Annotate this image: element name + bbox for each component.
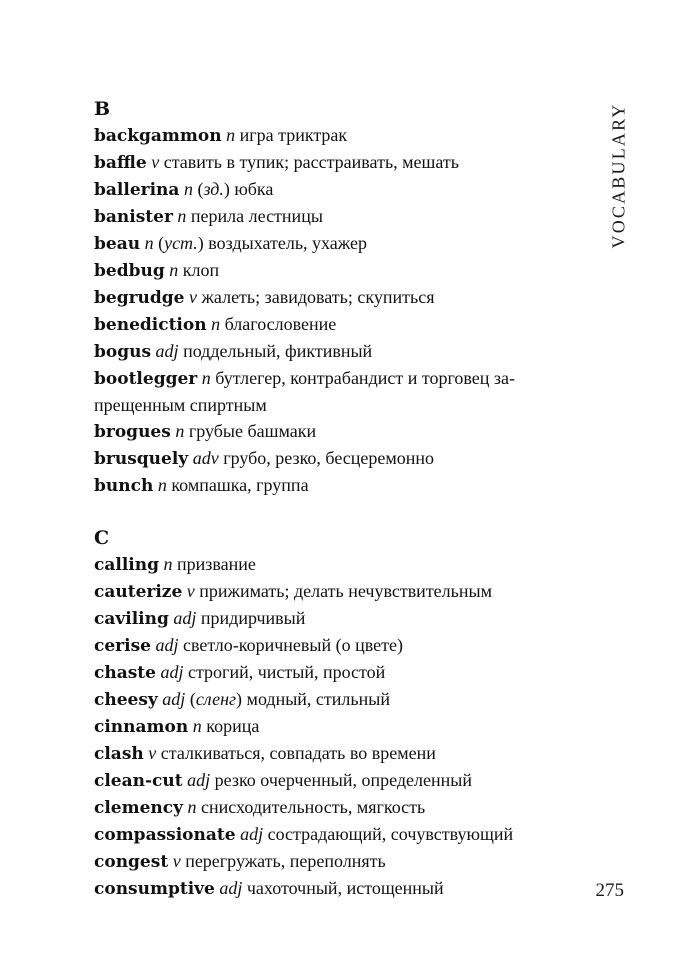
vocabulary-entry: [94, 713, 580, 740]
vocabulary-entry: [94, 257, 580, 284]
entry-word: bedbug: [94, 261, 165, 281]
entry-definition: резко очерченный, определенный: [214, 770, 472, 790]
vocabulary-entry: [94, 472, 580, 499]
entry-word: begrudge: [94, 288, 185, 308]
entry-part-of-speech: n: [177, 206, 187, 226]
entry-definition: сталкиваться, совпадать во времени: [160, 743, 436, 763]
entry-word: brusquely: [94, 449, 189, 469]
entry-definition: строгий, чистый, простой: [187, 662, 386, 682]
entry-word: congest: [94, 852, 169, 872]
entry-word: banister: [94, 207, 173, 227]
entry-part-of-speech: adj: [155, 635, 179, 655]
entry-word: cauterize: [94, 582, 183, 602]
vocabulary-entry: [94, 311, 580, 338]
entry-word: calling: [94, 555, 159, 575]
vocabulary-entry: [94, 605, 580, 632]
vocabulary-entry: [94, 875, 580, 902]
vocabulary-entry: [94, 686, 580, 713]
entry-definition: жалеть; завидовать; скупиться: [201, 287, 435, 307]
entry-definition: светло-коричневый (о цвете): [182, 635, 403, 655]
entry-part-of-speech: adj: [240, 824, 264, 844]
entry-note: уст.: [164, 233, 198, 253]
vocabulary-entry: [94, 794, 580, 821]
entry-word: clash: [94, 744, 144, 764]
vocabulary-entry: [94, 848, 580, 875]
vocabulary-entry: [94, 338, 580, 365]
entry-word: cerise: [94, 636, 151, 656]
entry-word: bootlegger: [94, 369, 198, 389]
entry-part-of-speech: v: [186, 581, 195, 601]
vocabulary-entry: [94, 122, 580, 149]
entry-part-of-speech: adj: [219, 878, 243, 898]
entry-part-of-speech: n: [226, 125, 236, 145]
entry-definition: грубые башмаки: [188, 421, 317, 441]
vocabulary-entry: [94, 203, 580, 230]
entry-definition: игра триктрак: [239, 125, 348, 145]
entry-part-of-speech: adj: [160, 662, 184, 682]
entry-part-of-speech: v: [189, 287, 197, 307]
entry-word: benediction: [94, 315, 207, 335]
entry-word: clean-cut: [94, 771, 183, 791]
section-gap: [94, 499, 580, 525]
entry-definition: клоп: [182, 260, 220, 280]
entry-definition: бутлегер, контрабандист и торговец за-: [215, 368, 516, 388]
vocabulary-entry: [94, 176, 580, 203]
entry-definition: снисходительность, мягкость: [201, 797, 426, 817]
entry-part-of-speech: v: [151, 152, 160, 172]
entry-definition: грубо, резко, бесцеремонно: [223, 448, 435, 468]
entry-word: clemency: [94, 798, 184, 818]
entry-definition: призвание: [177, 554, 256, 574]
entry-word: consumptive: [94, 879, 215, 899]
entry-part-of-speech: n: [169, 260, 179, 280]
vocabulary-list: [94, 96, 580, 902]
entry-note-close: ): [223, 179, 230, 199]
entry-definition: корица: [206, 716, 260, 736]
vocabulary-entry: [94, 740, 580, 767]
entry-definition: придирчивый: [200, 608, 306, 628]
vocabulary-entry: [94, 821, 580, 848]
entry-part-of-speech: n: [163, 554, 173, 574]
entry-part-of-speech: n: [157, 475, 167, 495]
entry-part-of-speech: n: [144, 233, 154, 253]
entry-definition-continuation: прещенным спиртным: [94, 395, 267, 415]
entry-note: сленг: [195, 689, 237, 709]
entry-part-of-speech: n: [183, 179, 193, 199]
entry-definition: сострадающий, сочувствующий: [267, 824, 514, 844]
running-head-text: VOCABULARY: [608, 101, 629, 249]
entry-part-of-speech: n: [192, 716, 202, 736]
entry-word: beau: [94, 234, 141, 254]
entry-part-of-speech: adj: [173, 608, 197, 628]
section-letter: C: [94, 527, 110, 549]
vocabulary-entry: [94, 767, 580, 794]
entry-definition: перегружать, переполнять: [185, 851, 386, 871]
entry-part-of-speech: adj: [155, 341, 179, 361]
vocabulary-entry: [94, 365, 580, 392]
entry-word: baffle: [94, 153, 147, 173]
entry-note-open: (: [158, 233, 165, 253]
entry-word: backgammon: [94, 126, 222, 146]
vocabulary-entry: [94, 551, 580, 578]
entry-note-open: (: [189, 689, 196, 709]
entry-definition: перила лестницы: [190, 206, 323, 226]
vocabulary-entry: [94, 230, 580, 257]
page-number: 275: [595, 880, 624, 901]
entry-part-of-speech: v: [148, 743, 157, 763]
vocabulary-entry: [94, 632, 580, 659]
entry-part-of-speech: n: [201, 368, 211, 388]
vocabulary-entry: [94, 284, 580, 311]
entry-note: зд.: [203, 179, 224, 199]
entry-word: bogus: [94, 342, 152, 362]
entry-word: cheesy: [94, 690, 158, 710]
entry-definition: ставить в тупик; расстраивать, мешать: [163, 152, 459, 172]
vocabulary-entry: [94, 418, 580, 445]
vocabulary-entry: [94, 149, 580, 176]
entry-definition: прижимать; делать нечувствительным: [199, 581, 492, 601]
vocabulary-entry: [94, 659, 580, 686]
vocabulary-entry: [94, 578, 580, 605]
entry-word: ballerina: [94, 180, 180, 200]
entry-definition: юбка: [234, 179, 274, 199]
entry-word: cinnamon: [94, 717, 189, 737]
entry-part-of-speech: adj: [162, 689, 186, 709]
entry-part-of-speech: n: [187, 797, 197, 817]
entry-part-of-speech: adv: [192, 448, 219, 468]
entry-definition: модный, стильный: [246, 689, 390, 709]
entry-word: caviling: [94, 609, 169, 629]
entry-part-of-speech: v: [172, 851, 181, 871]
entry-definition: чахоточный, истощенный: [246, 878, 444, 898]
entry-note-close: ): [197, 233, 204, 253]
entry-word: bunch: [94, 476, 154, 496]
entry-part-of-speech: n: [211, 314, 221, 334]
section-letter: B: [94, 98, 111, 120]
running-head: [604, 100, 634, 250]
entry-note-close: ): [236, 689, 243, 709]
entry-definition: поддельный, фиктивный: [183, 341, 373, 361]
entry-part-of-speech: adj: [187, 770, 211, 790]
entry-note-open: (: [197, 179, 204, 199]
entry-word: brogues: [94, 422, 171, 442]
entry-definition: благословение: [224, 314, 337, 334]
entry-part-of-speech: n: [175, 421, 185, 441]
entry-word: compassionate: [94, 825, 236, 845]
entry-definition: воздыхатель, ухажер: [208, 233, 367, 253]
vocabulary-entry: [94, 445, 580, 472]
entry-definition: компашка, группа: [171, 475, 309, 495]
entry-word: chaste: [94, 663, 156, 683]
